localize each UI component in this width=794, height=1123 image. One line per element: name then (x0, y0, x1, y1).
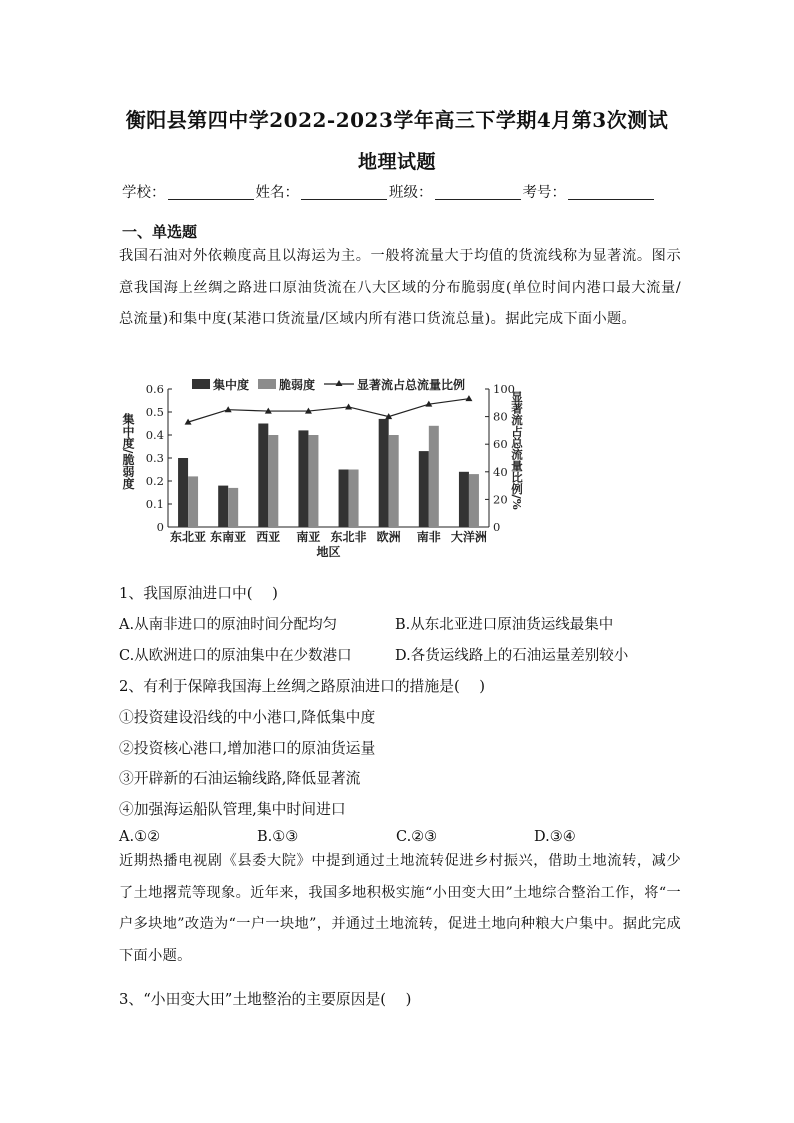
question-2-option-a[interactable]: A.①② (119, 829, 161, 845)
question-2-statement-1: ①投资建设沿线的中小港口,降低集中度 (119, 709, 376, 726)
legend-swatch-vulnerability (258, 379, 276, 389)
bar-concentration (379, 419, 389, 527)
question-3-stem: 3、“小田变大田”土地整治的主要原因是( ) (119, 991, 412, 1008)
x-axis-title: 地区 (316, 545, 341, 559)
class-blank (435, 185, 521, 200)
name-blank (301, 185, 387, 200)
exam-subtitle: 地理试题 (357, 151, 436, 173)
question-1-option-c[interactable]: C.从欧洲进口的原油集中在少数港口 (119, 648, 352, 664)
line-point-significant-flow (465, 395, 472, 401)
right-tick-label: 0 (493, 520, 501, 534)
bar-vulnerability (469, 474, 479, 527)
question-1-option-a[interactable]: A.从南非进口的原油时间分配均匀 (119, 617, 338, 633)
left-tick-label: 0.4 (145, 428, 164, 442)
bar-vulnerability (429, 426, 439, 527)
left-tick-label: 0.3 (145, 451, 164, 465)
y-axis-title: 集中度/脆弱度 (121, 413, 135, 490)
question-2-statement-3: ③开辟新的石油运输线路,降低显著流 (119, 770, 361, 787)
name-label: 姓名： (255, 185, 299, 201)
category-label: 东北非 (330, 530, 367, 544)
passage-1: 我国石油对外依赖度高且以海运为主。一般将流量大于均值的货流线称为显著流。图示意我国海上丝绸之路进口原油货流在八大区域的分布脆弱度(单位时间内港口最大流量/总流量)和集中度(某港口货流量/区域内所有港口货流总量)。据此完成下面小题。 (119, 248, 681, 327)
right-tick-label: 60 (493, 437, 508, 452)
left-tick-label: 0 (156, 520, 164, 534)
bar-vulnerability (188, 476, 198, 527)
school-label: 学校： (122, 185, 166, 201)
question-1-option-b[interactable]: B.从东北亚进口原油货运线最集中 (395, 617, 614, 633)
question-2-option-b[interactable]: B.①③ (257, 829, 299, 845)
bar-concentration (459, 472, 469, 527)
bar-concentration (178, 458, 188, 527)
y-axis-right-title: 显著流占总流量比例/% (510, 391, 524, 510)
left-tick-label: 0.5 (145, 405, 164, 419)
question-1-option-d[interactable]: D.各货运线路上的石油运量差别较小 (395, 648, 629, 664)
student-info-line (122, 181, 682, 202)
right-tick-label: 40 (493, 464, 508, 479)
left-tick-label: 0.2 (145, 474, 164, 488)
passage-2: 近期热播电视剧《县委大院》中提到通过土地流转促进乡村振兴，借助土地流转，减少了土地撂荒等现象。近年来，我国多地积极实施“小田变大田”土地综合整治工作，将“一户多块地”改造为“一户一块地”，并通过土地流转，促进土地向种粮大户集中。据此完成下面小题。 (119, 853, 681, 964)
exam-number-blank (568, 185, 654, 200)
category-label: 大洋洲 (450, 530, 487, 544)
bar-vulnerability (228, 488, 238, 527)
exam-title: 衡阳县第四中学2022-2023学年高三下学期4月第3次测试 (125, 108, 669, 132)
bar-concentration (419, 451, 429, 527)
legend-marker-significant-flow (336, 380, 343, 386)
question-2-option-c[interactable]: C.②③ (396, 829, 438, 845)
category-label: 南亚 (296, 530, 321, 544)
section-title: 一、单选题 (122, 223, 198, 241)
question-2-statement-2: ②投资核心港口,增加港口的原油货运量 (119, 740, 376, 757)
bar-vulnerability (389, 435, 399, 527)
category-label: 欧洲 (376, 530, 401, 544)
right-tick-label: 80 (493, 409, 508, 424)
category-label: 东南亚 (210, 530, 247, 544)
legend-label-vulnerability: 脆弱度 (279, 378, 316, 392)
left-tick-label: 0.1 (145, 497, 164, 511)
category-label: 东北亚 (170, 530, 207, 544)
bar-vulnerability (268, 435, 278, 527)
question-2-stem: 2、有利于保障我国海上丝绸之路原油进口的措施是( ) (119, 678, 485, 695)
bar-concentration (298, 430, 308, 527)
category-label: 西亚 (256, 530, 281, 544)
question-2-option-d[interactable]: D.③④ (534, 829, 576, 845)
legend-swatch-concentration (192, 379, 210, 389)
bar-vulnerability (349, 470, 359, 528)
right-tick-label: 20 (493, 492, 508, 507)
left-tick-label: 0.6 (145, 382, 164, 396)
exam-number-label: 考号： (522, 185, 566, 201)
category-label: 南非 (416, 530, 441, 544)
class-label: 班级： (389, 185, 433, 201)
bar-concentration (258, 424, 268, 528)
legend-label-concentration: 集中度 (213, 378, 250, 392)
school-blank (168, 185, 254, 200)
right-tick-label: 100 (493, 382, 515, 396)
question-1-stem: 1、我国原油进口中( ) (119, 585, 278, 602)
oil-import-chart (118, 373, 538, 568)
bar-concentration (218, 486, 228, 527)
question-2-statement-4: ④加强海运船队管理,集中时间进口 (119, 801, 346, 818)
line-point-significant-flow (345, 403, 352, 409)
legend-label-significant-flow: 显著流占总流量比例 (357, 378, 466, 392)
bar-concentration (339, 470, 349, 528)
bar-vulnerability (308, 435, 318, 527)
